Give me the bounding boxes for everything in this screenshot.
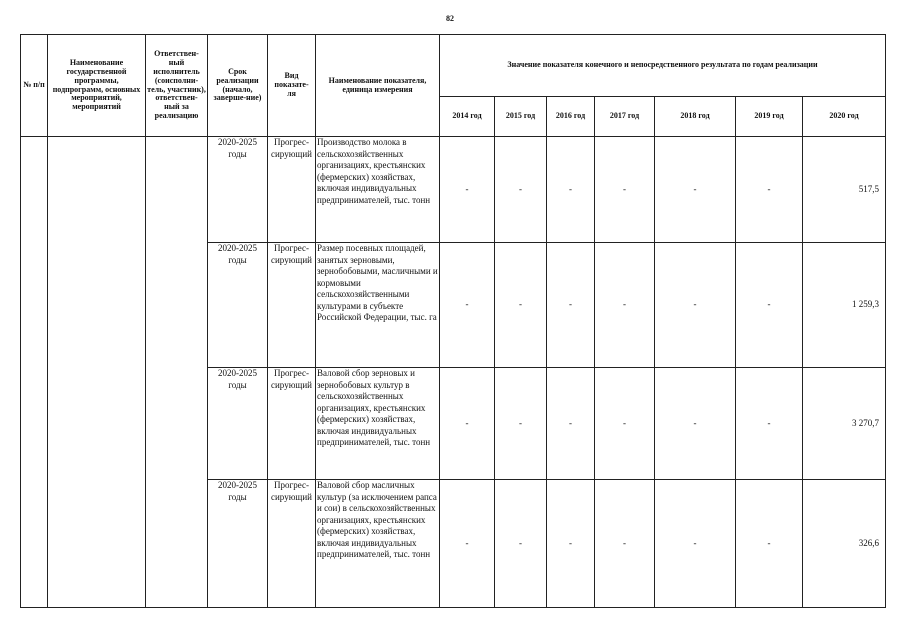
cell-value: - [655,243,736,368]
cell-value: - [440,137,495,243]
cell-value: - [595,368,655,480]
cell-value: 3 270,7 [803,368,886,480]
table-row [21,137,886,243]
cell-indicator: Валовой сбор зерновых и зернобобовых культур в сельскохозяйственных организациях, крестьянских (фермерских) хозяйствах, включая индивидуальных предпринимателей, тыс. тонн [316,368,440,480]
indicators-table [20,34,886,608]
cell-value: 326,6 [803,480,886,608]
page-number: 82 [446,14,454,23]
cell-value: - [547,243,595,368]
cell-value: - [495,480,547,608]
cell-term: 2020-2025 годы [208,368,268,480]
cell-type: Прогрес- сирующий [268,480,316,608]
cell-value: - [736,137,803,243]
cell-value: - [655,480,736,608]
cell-value: 517,5 [803,137,886,243]
header-year: 2020 год [803,97,886,137]
cell-value: - [547,480,595,608]
header-year: 2015 год [495,97,547,137]
cell-value: - [736,480,803,608]
cell-value: - [495,368,547,480]
cell-value: - [595,137,655,243]
header-year: 2018 год [655,97,736,137]
header-year: 2017 год [595,97,655,137]
header-values-group: Значение показателя конечного и непосредственного результата по годам реализации [440,35,886,97]
cell-value: - [736,243,803,368]
cell-term: 2020-2025 годы [208,243,268,368]
cell-name [48,137,146,608]
cell-indicator: Размер посевных площадей, занятых зерновыми, зернобобовыми, масличными и кормовыми сельскохозяйственными культурами в субъекте Российской Федерации, тыс. га [316,243,440,368]
cell-value: - [547,137,595,243]
header-year: 2014 год [440,97,495,137]
header-type: Вид показате- ля [268,35,316,137]
cell-indicator: Производство молока в сельскохозяйственных организациях, крестьянских (фермерских) хозяйствах, включая индивидуальных предпринимателей, тыс. тонн [316,137,440,243]
header-executor: Ответствен- ный исполнитель (соисполни- тель, участник), ответствен- ный за реализацию [146,35,208,137]
cell-term: 2020-2025 годы [208,137,268,243]
cell-value: - [655,137,736,243]
cell-value: - [440,368,495,480]
cell-value: - [595,480,655,608]
cell-value: - [495,243,547,368]
header-year: 2019 год [736,97,803,137]
cell-term: 2020-2025 годы [208,480,268,608]
cell-value: - [495,137,547,243]
cell-value: - [655,368,736,480]
cell-type: Прогрес- сирующий [268,137,316,243]
cell-type: Прогрес- сирующий [268,368,316,480]
cell-indicator: Валовой сбор масличных культур (за исключением рапса и сои) в сельскохозяйственных организациях, крестьянских (фермерских) хозяйствах, включая индивидуальных предпринимателей, тыс. тонн [316,480,440,608]
cell-value: - [595,243,655,368]
cell-num [21,137,48,608]
cell-value: - [736,368,803,480]
cell-value: 1 259,3 [803,243,886,368]
cell-value: - [547,368,595,480]
header-indicator: Наименование показателя, единица измерения [316,35,440,137]
header-name: Наименование государственной программы, подпрограмм, основных мероприятий, мероприятий [48,35,146,137]
header-num: № п/п [21,35,48,137]
header-year: 2016 год [547,97,595,137]
cell-executor [146,137,208,608]
cell-value: - [440,480,495,608]
cell-value: - [440,243,495,368]
header-term: Срок реализации (начало, заверше-ние) [208,35,268,137]
cell-type: Прогрес- сирующий [268,243,316,368]
